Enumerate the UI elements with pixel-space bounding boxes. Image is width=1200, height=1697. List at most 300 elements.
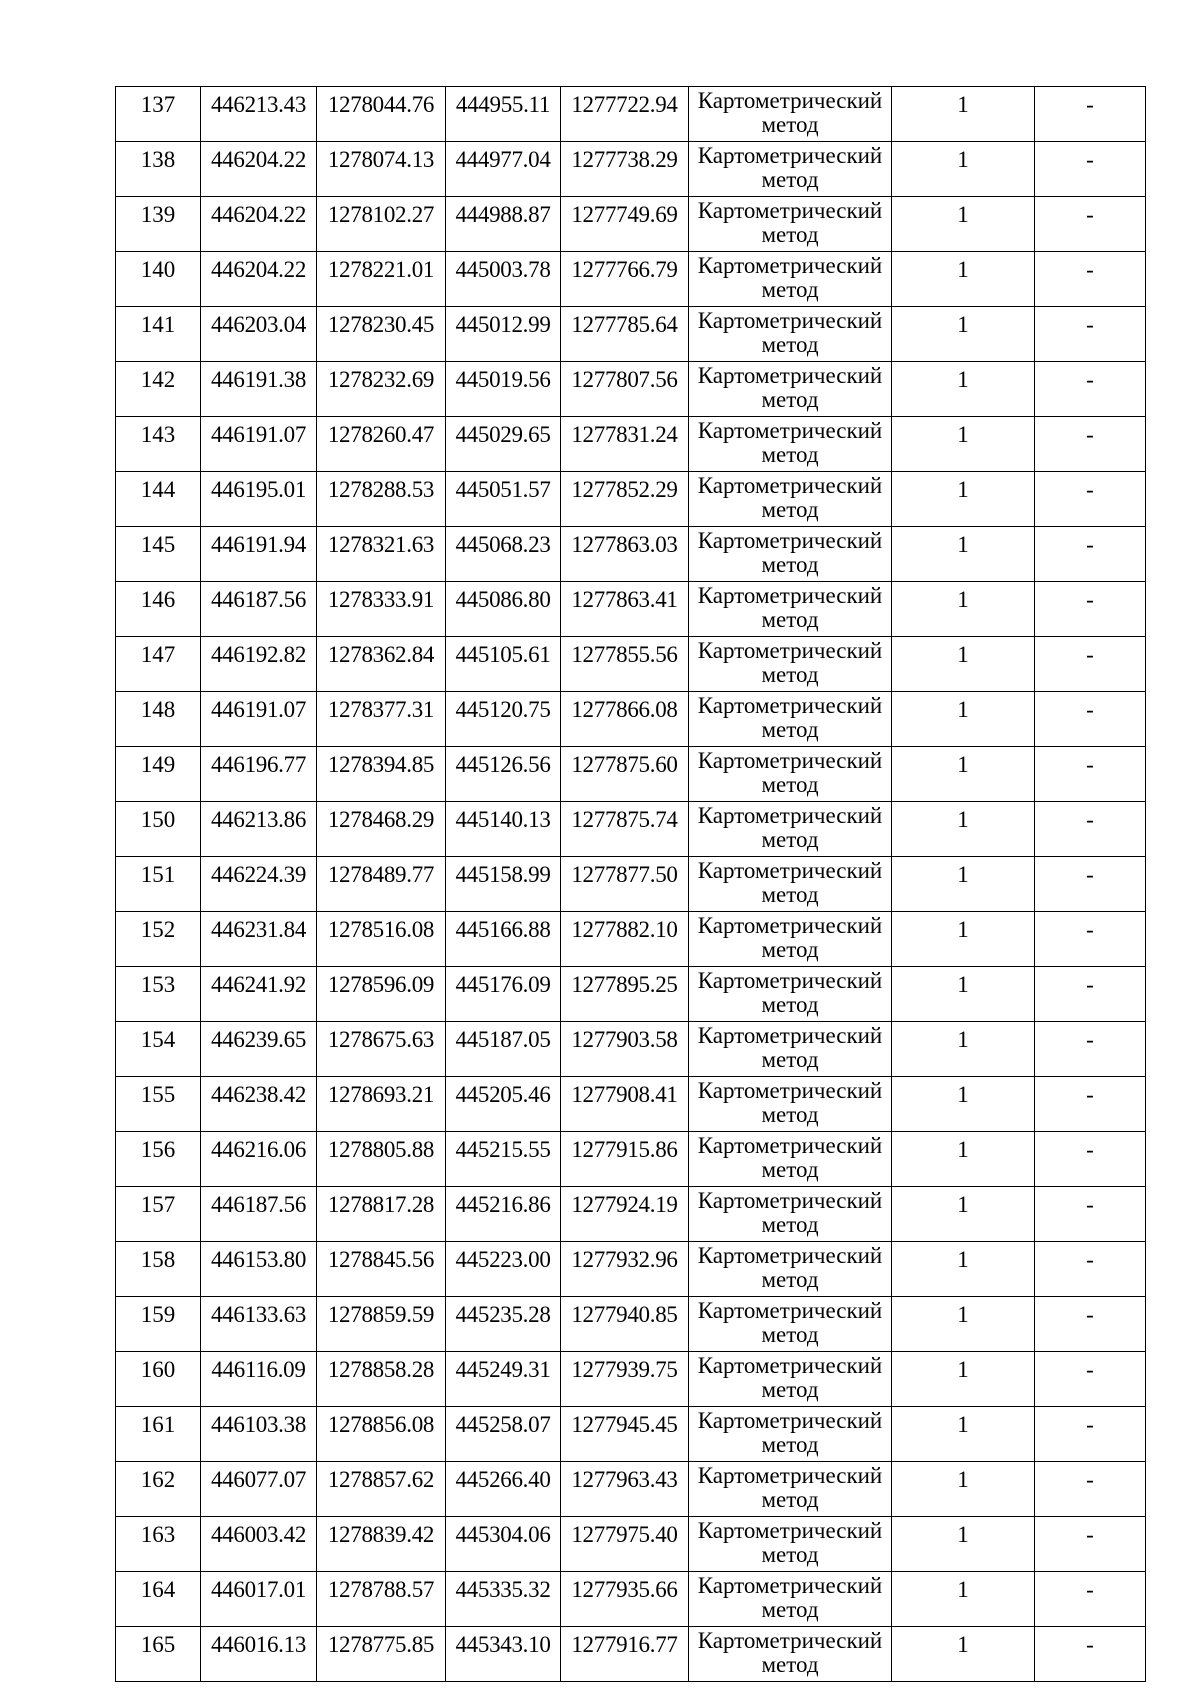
method-line-1: Картометрический [697,1243,883,1268]
x-coordinate-1: 446216.06 [201,1132,317,1187]
point-number: 163 [116,1517,201,1572]
x-coordinate-2: 445126.56 [446,747,561,802]
accuracy-cell: 1 [892,1022,1035,1077]
x-coordinate-1: 446191.94 [201,527,317,582]
point-number: 164 [116,1572,201,1627]
table-row [116,802,1146,857]
x-coordinate-1: 446191.07 [201,417,317,472]
accuracy-cell: 1 [892,1572,1035,1627]
y-coordinate-2: 1277908.41 [561,1077,689,1132]
point-number: 148 [116,692,201,747]
table-row [116,1517,1146,1572]
method-line-1: Картометрический [697,638,883,663]
x-coordinate-2: 445019.56 [446,362,561,417]
accuracy-cell: 1 [892,307,1035,362]
method-line-2: метод [761,607,819,632]
table-row [116,307,1146,362]
table-row [116,527,1146,582]
y-coordinate-2: 1277875.60 [561,747,689,802]
note-cell: - [1035,1407,1146,1462]
method-line-2: метод [761,827,819,852]
note-cell: - [1035,912,1146,967]
method-line-2: метод [761,167,819,192]
method-cell [689,582,892,637]
y-coordinate-1: 1278394.85 [317,747,446,802]
point-number: 156 [116,1132,201,1187]
y-coordinate-2: 1277924.19 [561,1187,689,1242]
method-line-1: Картометрический [697,308,883,333]
y-coordinate-1: 1278489.77 [317,857,446,912]
point-number: 149 [116,747,201,802]
method-line-1: Картометрический [697,1628,883,1653]
y-coordinate-2: 1277895.25 [561,967,689,1022]
note-cell: - [1035,582,1146,637]
y-coordinate-1: 1278817.28 [317,1187,446,1242]
note-cell: - [1035,527,1146,582]
y-coordinate-2: 1277940.85 [561,1297,689,1352]
method-cell [689,197,892,252]
method-cell [689,747,892,802]
note-cell: - [1035,692,1146,747]
accuracy-cell: 1 [892,1407,1035,1462]
note-cell: - [1035,857,1146,912]
x-coordinate-2: 445266.40 [446,1462,561,1517]
y-coordinate-1: 1278693.21 [317,1077,446,1132]
method-cell [689,1242,892,1297]
method-line-2: метод [761,442,819,467]
note-cell: - [1035,1297,1146,1352]
method-line-1: Картометрический [697,528,883,553]
x-coordinate-2: 445249.31 [446,1352,561,1407]
x-coordinate-1: 446077.07 [201,1462,317,1517]
y-coordinate-2: 1277852.29 [561,472,689,527]
accuracy-cell: 1 [892,362,1035,417]
method-line-1: Картометрический [697,473,883,498]
point-number: 157 [116,1187,201,1242]
y-coordinate-1: 1278044.76 [317,87,446,142]
point-number: 165 [116,1627,201,1682]
y-coordinate-1: 1278230.45 [317,307,446,362]
note-cell: - [1035,1352,1146,1407]
method-cell [689,417,892,472]
method-cell [689,912,892,967]
y-coordinate-1: 1278321.63 [317,527,446,582]
point-number: 154 [116,1022,201,1077]
accuracy-cell: 1 [892,472,1035,527]
table-row [116,692,1146,747]
y-coordinate-1: 1278377.31 [317,692,446,747]
table-row [116,1572,1146,1627]
y-coordinate-1: 1278516.08 [317,912,446,967]
x-coordinate-1: 446187.56 [201,1187,317,1242]
point-number: 155 [116,1077,201,1132]
y-coordinate-1: 1278333.91 [317,582,446,637]
y-coordinate-1: 1278839.42 [317,1517,446,1572]
y-coordinate-2: 1277882.10 [561,912,689,967]
table-row [116,362,1146,417]
note-cell: - [1035,1462,1146,1517]
x-coordinate-2: 445012.99 [446,307,561,362]
accuracy-cell: 1 [892,142,1035,197]
table-row [116,967,1146,1022]
table-row [116,1407,1146,1462]
accuracy-cell: 1 [892,1462,1035,1517]
table-row [116,582,1146,637]
accuracy-cell: 1 [892,417,1035,472]
x-coordinate-2: 445258.07 [446,1407,561,1462]
method-cell [689,472,892,527]
y-coordinate-1: 1278859.59 [317,1297,446,1352]
method-line-1: Картометрический [697,803,883,828]
y-coordinate-2: 1277932.96 [561,1242,689,1297]
method-line-1: Картометрический [697,1078,883,1103]
point-number: 143 [116,417,201,472]
x-coordinate-1: 446191.38 [201,362,317,417]
point-number: 161 [116,1407,201,1462]
method-line-2: метод [761,662,819,687]
point-number: 160 [116,1352,201,1407]
y-coordinate-2: 1277831.24 [561,417,689,472]
y-coordinate-1: 1278858.28 [317,1352,446,1407]
note-cell: - [1035,1187,1146,1242]
method-line-1: Картометрический [697,198,883,223]
x-coordinate-1: 446195.01 [201,472,317,527]
x-coordinate-1: 446191.07 [201,692,317,747]
y-coordinate-1: 1278232.69 [317,362,446,417]
y-coordinate-1: 1278857.62 [317,1462,446,1517]
method-line-2: метод [761,937,819,962]
method-line-2: метод [761,1432,819,1457]
method-line-1: Картометрический [697,968,883,993]
y-coordinate-2: 1277866.08 [561,692,689,747]
note-cell: - [1035,1627,1146,1682]
x-coordinate-1: 446016.13 [201,1627,317,1682]
x-coordinate-1: 446196.77 [201,747,317,802]
table-row [116,1077,1146,1132]
accuracy-cell: 1 [892,252,1035,307]
method-line-2: метод [761,1047,819,1072]
note-cell: - [1035,967,1146,1022]
note-cell: - [1035,142,1146,197]
y-coordinate-2: 1277939.75 [561,1352,689,1407]
x-coordinate-2: 445235.28 [446,1297,561,1352]
method-line-1: Картометрический [697,363,883,388]
accuracy-cell: 1 [892,197,1035,252]
method-cell [689,1627,892,1682]
note-cell: - [1035,417,1146,472]
x-coordinate-1: 446153.80 [201,1242,317,1297]
table-body [116,87,1146,1682]
method-line-2: метод [761,772,819,797]
x-coordinate-2: 445140.13 [446,802,561,857]
x-coordinate-2: 444955.11 [446,87,561,142]
x-coordinate-1: 446224.39 [201,857,317,912]
point-number: 142 [116,362,201,417]
method-line-1: Картометрический [697,143,883,168]
method-cell [689,1407,892,1462]
x-coordinate-1: 446103.38 [201,1407,317,1462]
method-cell [689,527,892,582]
y-coordinate-1: 1278675.63 [317,1022,446,1077]
method-cell [689,1077,892,1132]
method-line-1: Картометрический [697,1133,883,1158]
method-line-1: Картометрический [697,1518,883,1543]
method-line-2: метод [761,277,819,302]
x-coordinate-1: 446116.09 [201,1352,317,1407]
note-cell: - [1035,747,1146,802]
note-cell: - [1035,1022,1146,1077]
method-line-1: Картометрический [697,88,883,113]
y-coordinate-2: 1277863.41 [561,582,689,637]
x-coordinate-2: 445105.61 [446,637,561,692]
y-coordinate-2: 1277877.50 [561,857,689,912]
method-line-1: Картометрический [697,1353,883,1378]
x-coordinate-1: 446192.82 [201,637,317,692]
method-cell [689,1187,892,1242]
method-line-2: метод [761,387,819,412]
method-line-1: Картометрический [697,1298,883,1323]
y-coordinate-2: 1277749.69 [561,197,689,252]
method-line-1: Картометрический [697,1023,883,1048]
table-row [116,1297,1146,1352]
x-coordinate-1: 446133.63 [201,1297,317,1352]
method-line-2: метод [761,1267,819,1292]
y-coordinate-2: 1277975.40 [561,1517,689,1572]
note-cell: - [1035,1572,1146,1627]
method-line-2: метод [761,1322,819,1347]
x-coordinate-1: 446231.84 [201,912,317,967]
accuracy-cell: 1 [892,1077,1035,1132]
y-coordinate-1: 1278362.84 [317,637,446,692]
x-coordinate-1: 446238.42 [201,1077,317,1132]
note-cell: - [1035,472,1146,527]
accuracy-cell: 1 [892,87,1035,142]
x-coordinate-2: 445086.80 [446,582,561,637]
point-number: 141 [116,307,201,362]
x-coordinate-2: 445187.05 [446,1022,561,1077]
table-row [116,1352,1146,1407]
y-coordinate-1: 1278845.56 [317,1242,446,1297]
y-coordinate-1: 1278856.08 [317,1407,446,1462]
table-row [116,472,1146,527]
method-cell [689,637,892,692]
y-coordinate-2: 1277785.64 [561,307,689,362]
x-coordinate-1: 446003.42 [201,1517,317,1572]
note-cell: - [1035,637,1146,692]
x-coordinate-1: 446241.92 [201,967,317,1022]
point-number: 139 [116,197,201,252]
method-line-1: Картометрический [697,583,883,608]
y-coordinate-2: 1277903.58 [561,1022,689,1077]
x-coordinate-2: 444988.87 [446,197,561,252]
y-coordinate-1: 1278775.85 [317,1627,446,1682]
method-line-1: Картометрический [697,1188,883,1213]
table-row [116,252,1146,307]
note-cell: - [1035,1077,1146,1132]
point-number: 151 [116,857,201,912]
y-coordinate-2: 1277915.86 [561,1132,689,1187]
method-cell [689,1352,892,1407]
accuracy-cell: 1 [892,1627,1035,1682]
point-number: 137 [116,87,201,142]
table-row [116,912,1146,967]
y-coordinate-2: 1277807.56 [561,362,689,417]
accuracy-cell: 1 [892,747,1035,802]
accuracy-cell: 1 [892,1352,1035,1407]
method-cell [689,142,892,197]
method-line-2: метод [761,552,819,577]
x-coordinate-1: 446017.01 [201,1572,317,1627]
x-coordinate-1: 446213.86 [201,802,317,857]
y-coordinate-1: 1278260.47 [317,417,446,472]
y-coordinate-2: 1277738.29 [561,142,689,197]
note-cell: - [1035,802,1146,857]
method-line-2: метод [761,717,819,742]
point-number: 144 [116,472,201,527]
table-row [116,1462,1146,1517]
method-cell [689,1132,892,1187]
method-cell [689,307,892,362]
point-number: 159 [116,1297,201,1352]
method-line-2: метод [761,497,819,522]
method-line-2: метод [761,1212,819,1237]
x-coordinate-1: 446187.56 [201,582,317,637]
table-row [116,1022,1146,1077]
y-coordinate-1: 1278596.09 [317,967,446,1022]
table-row [116,197,1146,252]
point-number: 152 [116,912,201,967]
method-line-2: метод [761,332,819,357]
x-coordinate-2: 445003.78 [446,252,561,307]
accuracy-cell: 1 [892,1242,1035,1297]
method-line-1: Картометрический [697,1408,883,1433]
note-cell: - [1035,362,1146,417]
point-number: 145 [116,527,201,582]
x-coordinate-1: 446203.04 [201,307,317,362]
y-coordinate-2: 1277945.45 [561,1407,689,1462]
point-number: 153 [116,967,201,1022]
note-cell: - [1035,1132,1146,1187]
point-number: 146 [116,582,201,637]
y-coordinate-2: 1277963.43 [561,1462,689,1517]
table-row [116,87,1146,142]
accuracy-cell: 1 [892,1517,1035,1572]
y-coordinate-1: 1278468.29 [317,802,446,857]
method-line-2: метод [761,882,819,907]
point-number: 158 [116,1242,201,1297]
y-coordinate-1: 1278102.27 [317,197,446,252]
point-number: 140 [116,252,201,307]
x-coordinate-1: 446213.43 [201,87,317,142]
x-coordinate-2: 445304.06 [446,1517,561,1572]
note-cell: - [1035,87,1146,142]
method-cell [689,1022,892,1077]
x-coordinate-1: 446204.22 [201,197,317,252]
point-number: 162 [116,1462,201,1517]
table-row [116,637,1146,692]
accuracy-cell: 1 [892,857,1035,912]
x-coordinate-1: 446239.65 [201,1022,317,1077]
y-coordinate-2: 1277935.66 [561,1572,689,1627]
method-line-2: метод [761,1377,819,1402]
method-cell [689,857,892,912]
method-line-1: Картометрический [697,693,883,718]
x-coordinate-2: 445205.46 [446,1077,561,1132]
x-coordinate-2: 445343.10 [446,1627,561,1682]
method-line-2: метод [761,1597,819,1622]
method-cell [689,967,892,1022]
method-cell [689,1517,892,1572]
x-coordinate-2: 444977.04 [446,142,561,197]
note-cell: - [1035,307,1146,362]
y-coordinate-2: 1277855.56 [561,637,689,692]
point-number: 147 [116,637,201,692]
x-coordinate-2: 445068.23 [446,527,561,582]
method-line-1: Картометрический [697,913,883,938]
accuracy-cell: 1 [892,637,1035,692]
table-row [116,417,1146,472]
method-line-2: метод [761,222,819,247]
accuracy-cell: 1 [892,967,1035,1022]
y-coordinate-1: 1278805.88 [317,1132,446,1187]
method-line-2: метод [761,992,819,1017]
method-line-2: метод [761,1102,819,1127]
method-cell [689,1462,892,1517]
note-cell: - [1035,1517,1146,1572]
note-cell: - [1035,1242,1146,1297]
x-coordinate-2: 445223.00 [446,1242,561,1297]
x-coordinate-2: 445216.86 [446,1187,561,1242]
method-cell [689,87,892,142]
y-coordinate-2: 1277863.03 [561,527,689,582]
accuracy-cell: 1 [892,692,1035,747]
method-line-2: метод [761,1487,819,1512]
table-row [116,1132,1146,1187]
method-cell [689,692,892,747]
method-cell [689,1572,892,1627]
x-coordinate-1: 446204.22 [201,252,317,307]
method-cell [689,1297,892,1352]
note-cell: - [1035,252,1146,307]
method-cell [689,362,892,417]
table-row [116,1242,1146,1297]
method-line-1: Картометрический [697,1463,883,1488]
point-number: 138 [116,142,201,197]
x-coordinate-2: 445051.57 [446,472,561,527]
x-coordinate-2: 445166.88 [446,912,561,967]
accuracy-cell: 1 [892,582,1035,637]
x-coordinate-2: 445176.09 [446,967,561,1022]
accuracy-cell: 1 [892,1187,1035,1242]
x-coordinate-2: 445335.32 [446,1572,561,1627]
x-coordinate-2: 445215.55 [446,1132,561,1187]
y-coordinate-1: 1278074.13 [317,142,446,197]
method-line-2: метод [761,1542,819,1567]
accuracy-cell: 1 [892,802,1035,857]
y-coordinate-1: 1278288.53 [317,472,446,527]
method-line-1: Картометрический [697,1573,883,1598]
point-number: 150 [116,802,201,857]
y-coordinate-2: 1277875.74 [561,802,689,857]
table-row [116,1627,1146,1682]
accuracy-cell: 1 [892,1297,1035,1352]
x-coordinate-2: 445158.99 [446,857,561,912]
method-line-2: метод [761,1652,819,1677]
method-line-1: Картометрический [697,858,883,883]
coordinates-table [115,86,1146,1682]
y-coordinate-2: 1277766.79 [561,252,689,307]
accuracy-cell: 1 [892,527,1035,582]
